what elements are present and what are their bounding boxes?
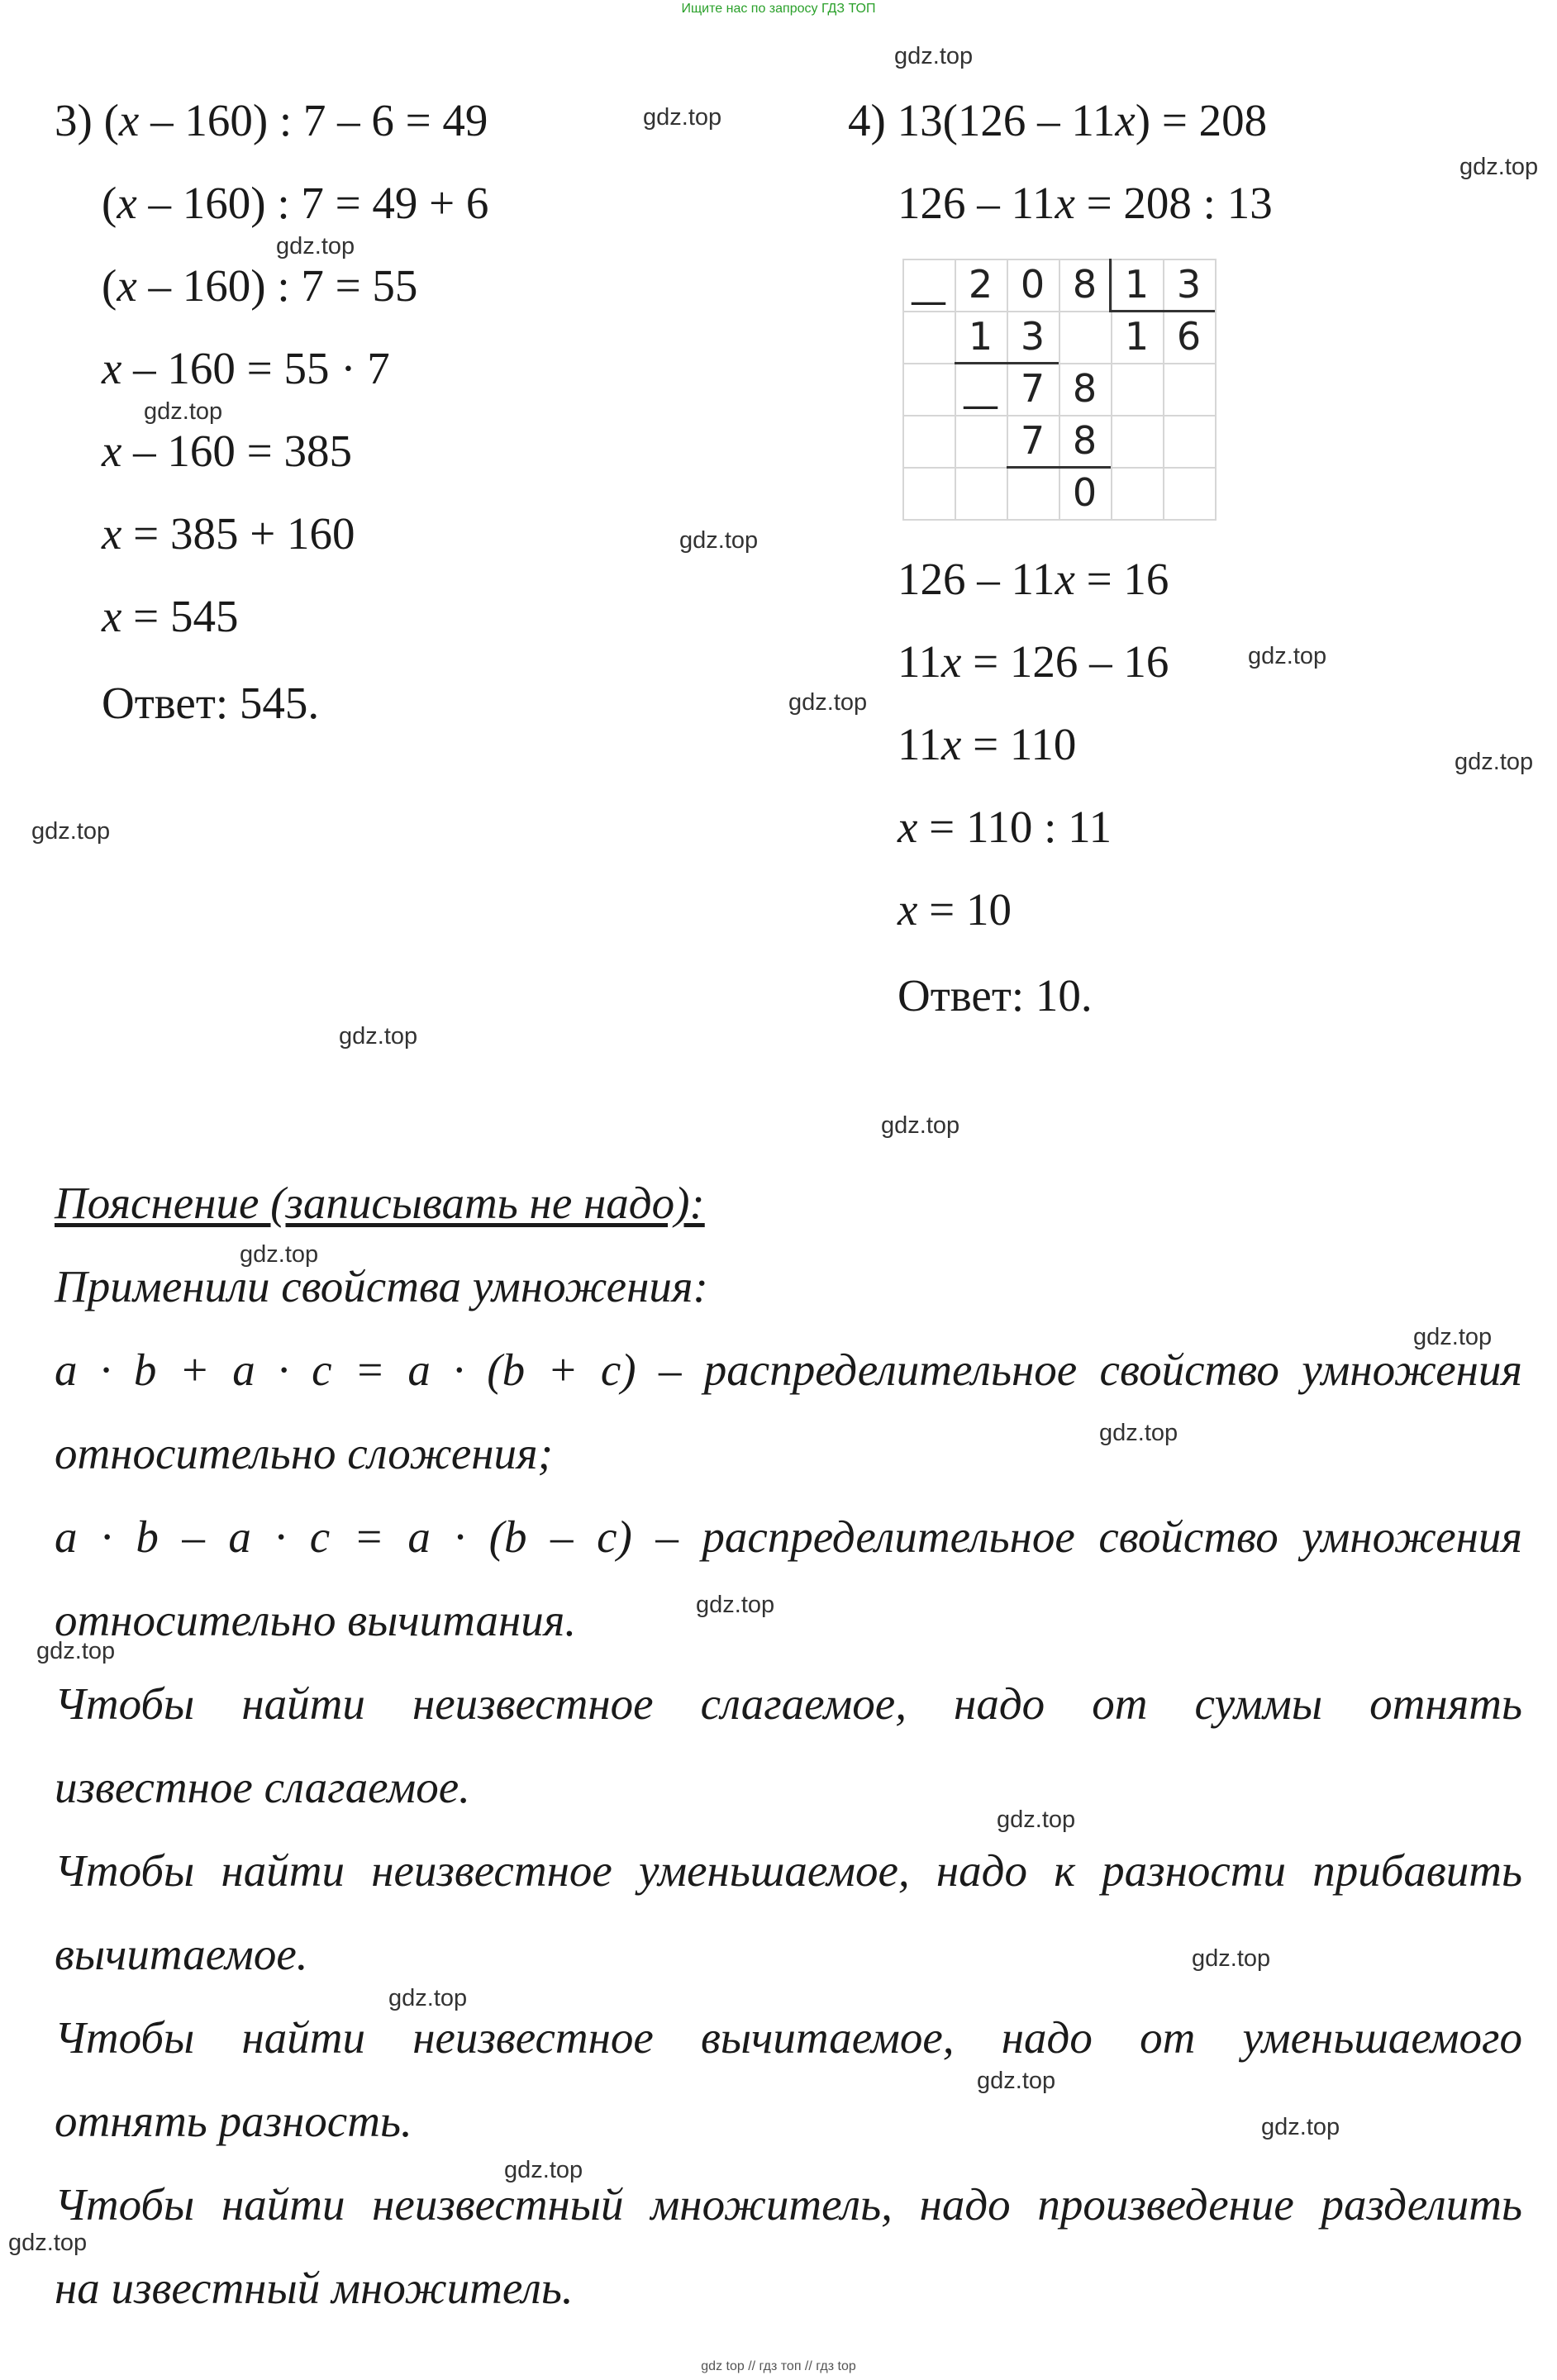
watermark: gdz.top — [679, 527, 759, 554]
minus-sign: — — [909, 278, 948, 323]
watermark: gdz.top — [276, 233, 355, 259]
watermark: gdz.top — [881, 1112, 960, 1139]
rule-unknown-addend-cont: известное слагаемое. — [55, 1762, 470, 1812]
watermark: gdz.top — [788, 689, 868, 716]
eq4-line-1: 126 – 11x = 208 : 13 — [898, 178, 1273, 228]
watermark: gdz.top — [144, 398, 223, 425]
eq4-answer: Ответ: 10. — [898, 970, 1093, 1021]
eq3-line-5: x = 385 + 160 — [102, 508, 355, 559]
eq4-line-2: 126 – 11x = 16 — [898, 554, 1169, 604]
watermark: gdz.top — [8, 2230, 88, 2256]
eq4-line-0: 4) 13(126 – 11x) = 208 — [848, 95, 1268, 145]
rule-unknown-subtrahend: Чтобы найти неизвестное вычитаемое, надо от уменьшаемого — [55, 2012, 1522, 2063]
final-remainder: 0 — [1072, 470, 1098, 515]
eq4-line-6: x = 10 — [898, 884, 1012, 935]
remainder-digit: 8 — [1072, 366, 1098, 411]
dividend-digit: 8 — [1072, 262, 1098, 307]
eq3-line-0: 3) (x – 160) : 7 – 6 = 49 — [55, 95, 488, 145]
subtraction-line — [955, 362, 1059, 364]
rule-distributive-addition-cont: относительно сложения; — [55, 1428, 553, 1478]
watermark: gdz.top — [240, 1241, 319, 1268]
eq3-line-2: (x – 160) : 7 = 55 — [102, 260, 418, 311]
subtraction-line — [1007, 466, 1111, 469]
rule-unknown-factor: Чтобы найти неизвестный множитель, надо произведение разделить — [55, 2179, 1522, 2230]
watermark: gdz.top — [1248, 643, 1327, 669]
watermark: gdz.top — [36, 1638, 116, 1664]
division-bar-horizontal — [1109, 310, 1215, 312]
watermark: gdz.top — [1099, 1420, 1178, 1446]
rule-unknown-minuend-cont: вычитаемое. — [55, 1929, 308, 1979]
watermark: gdz.top — [339, 1023, 418, 1050]
subtrahend-digit: 8 — [1072, 418, 1098, 463]
bottom-banner: gdz top // гдз топ // гдз top — [701, 2359, 856, 2373]
rule-unknown-factor-cont: на известный множитель. — [55, 2263, 574, 2313]
eq4-line-3: 11x = 126 – 16 — [898, 636, 1169, 687]
eq3-line-6: x = 545 — [102, 591, 239, 641]
watermark: gdz.top — [1261, 2114, 1340, 2140]
top-banner: Ищите нас по запросу ГДЗ ТОП — [681, 2, 876, 16]
long-division-grid — [902, 259, 1217, 521]
subtrahend-digit: 3 — [1020, 314, 1045, 359]
watermark: gdz.top — [997, 1806, 1076, 1833]
watermark: gdz.top — [977, 2068, 1056, 2094]
explanation-intro: Применили свойства умножения: — [55, 1261, 708, 1311]
watermark: gdz.top — [1413, 1324, 1493, 1350]
watermark: gdz.top — [643, 104, 722, 131]
quotient-digit: 1 — [1124, 314, 1150, 359]
watermark: gdz.top — [388, 1985, 468, 2011]
watermark: gdz.top — [31, 818, 111, 845]
explanation-heading: Пояснение (записывать не надо): — [55, 1178, 705, 1228]
minus-sign: — — [961, 383, 1000, 427]
watermark: gdz.top — [1459, 154, 1539, 180]
watermark: gdz.top — [1455, 749, 1534, 775]
explanation-block — [55, 1161, 1522, 2330]
watermark: gdz.top — [1192, 1945, 1271, 1972]
rule-unknown-addend: Чтобы найти неизвестное слагаемое, надо от суммы отнять — [55, 1678, 1522, 1729]
eq3-line-4: x – 160 = 385 — [102, 426, 352, 476]
watermark: gdz.top — [504, 2157, 583, 2183]
eq4-line-4: 11x = 110 — [898, 719, 1077, 769]
watermark: gdz.top — [696, 1592, 775, 1618]
divisor-digit: 3 — [1176, 262, 1202, 307]
subtrahend-digit: 1 — [968, 314, 993, 359]
eq3-line-1: (x – 160) : 7 = 49 + 6 — [102, 178, 489, 228]
dividend-digit: 2 — [968, 262, 993, 307]
division-bar-vertical — [1109, 259, 1112, 311]
eq4-line-5: x = 110 : 11 — [898, 802, 1112, 852]
remainder-digit: 7 — [1020, 366, 1045, 411]
subtrahend-digit: 7 — [1020, 418, 1045, 463]
rule-distributive-subtraction-cont: относительно вычитания. — [55, 1595, 577, 1645]
rule-distributive-subtraction: a · b – a · c = a · (b – c) – распределительное свойство умножения — [55, 1511, 1522, 1562]
quotient-digit: 6 — [1176, 314, 1202, 359]
eq3-answer: Ответ: 545. — [102, 678, 320, 728]
divisor-digit: 1 — [1124, 262, 1150, 307]
dividend-digit: 0 — [1020, 262, 1045, 307]
rule-unknown-minuend: Чтобы найти неизвестное уменьшаемое, надо к разности прибавить — [55, 1845, 1522, 1896]
rule-unknown-subtrahend-cont: отнять разность. — [55, 2096, 412, 2146]
rule-distributive-addition: a · b + a · c = a · (b + c) – распределительное свойство умножения — [55, 1345, 1522, 1395]
eq3-line-3: x – 160 = 55 · 7 — [102, 343, 390, 393]
watermark: gdz.top — [894, 43, 974, 69]
